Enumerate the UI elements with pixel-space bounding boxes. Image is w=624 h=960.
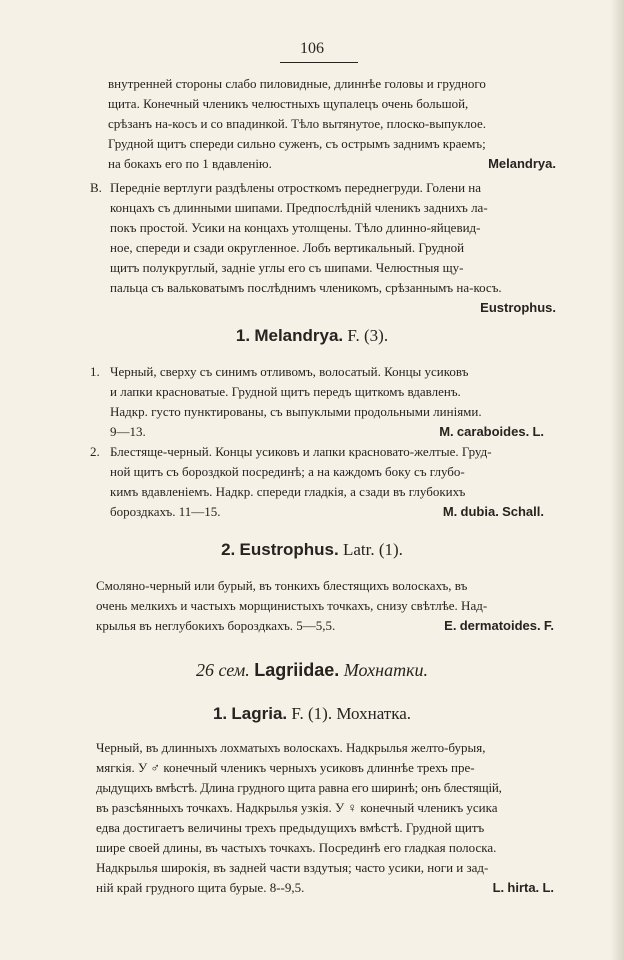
text-line: на бокахъ его по 1 вдавленію. <box>108 156 272 171</box>
species-author: L. <box>532 424 544 439</box>
text-line: бороздкахъ. 11—15. <box>110 504 221 519</box>
genus-name: Melandrya. <box>254 326 344 345</box>
genus-author: F. (1). <box>291 704 333 723</box>
text-line: очень мелкихъ и частыхъ морщинистыхъ точкахъ, снизу свѣтлѣе. Над- <box>96 598 488 613</box>
species-name-hirta <box>493 880 554 896</box>
species-entry-hirta <box>96 740 578 900</box>
species-number: 2. <box>90 444 100 459</box>
text-line: Передніе вертлуги раздѣлены отросткомъ переднегруди. Голени на <box>110 180 482 195</box>
family-number: 26 сем. <box>195 660 250 680</box>
text-line: ній край грудного щита бурые. 8--9,5. <box>96 880 305 895</box>
species-author: F. <box>543 618 554 633</box>
text-line: срѣзанъ на-косъ и со впадинкой. Тѣло вытянутое, плоско-выпуклое. <box>108 116 487 131</box>
genus-key-melandrya: Melandrya. <box>488 156 556 171</box>
text-line: крылья въ неглубокихъ бороздкахъ. 5—5,5. <box>96 618 336 633</box>
text-line: Черный, сверху съ синимъ отливомъ, волосатый. Концы усиковъ <box>110 364 469 379</box>
species-epithet: hirta. <box>507 880 540 895</box>
species-entry-caraboides <box>90 364 578 444</box>
genus-heading-lagria <box>0 704 624 724</box>
text-line: пальца съ вальковатымъ послѣднимъ членикомъ, срѣзаннымъ на-косъ. <box>110 280 502 295</box>
species-genus-abbr: M. <box>442 504 458 519</box>
text-line: щитъ полукруглый, задніе углы его съ шипами. Челюстныя щу- <box>110 260 464 275</box>
text-line: покъ простой. Усики на концахъ утолщены. Тѣло длинно-яйцевид- <box>110 220 481 235</box>
text-line: и лапки красноватые. Грудной щитъ передъ щиткомъ вдавленъ. <box>110 384 461 399</box>
text-line: шире своей длины, въ частыхъ точкахъ. Посрединѣ его гладкая полоска. <box>96 840 497 855</box>
text-line: ное, спереди и сзади округленное. Лобъ вертикальный. Грудной <box>110 240 465 255</box>
text-line: Блестяще-черный. Концы усиковъ и лапки красновато-желтые. Груд- <box>110 444 492 459</box>
genus-number: 2. <box>221 540 236 559</box>
text-line: концахъ съ длинными шипами. Предпослѣдній членикъ заднихъ ла- <box>110 200 488 215</box>
species-author: L. <box>542 880 554 895</box>
genus-author: F. (3). <box>347 326 389 345</box>
text-line: Надкр. густо пунктированы, съ выпуклыми продольными линіями. <box>110 404 482 419</box>
page-number-rule <box>280 62 358 63</box>
text-line: Надкрылья широкія, въ задней части вздутыя; часто усики, ноги и зад- <box>96 860 489 875</box>
genus-name: Eustrophus. <box>239 540 339 559</box>
section-b-marker: B. <box>90 180 102 195</box>
species-name-dubia <box>443 504 544 520</box>
genus-russian-name: Мохнатка. <box>336 704 412 723</box>
text-line: щита. Конечный членикъ челюстныхъ щупалецъ очень большой, <box>108 96 469 111</box>
genus-heading-melandrya <box>0 326 624 346</box>
page-number: 106 <box>300 40 324 57</box>
genus-name: Lagria. <box>231 704 288 723</box>
family-russian-name: Мохнатки. <box>343 660 429 680</box>
species-genus-abbr: E. <box>444 618 457 633</box>
text-line: кимъ вдавленіемъ. Надкр. спереди гладкія, а сзади въ глубокихъ <box>110 484 466 499</box>
text-line: ной щитъ съ бороздкой посрединѣ; а на каждомъ боку съ глубо- <box>110 464 465 479</box>
genus-heading-eustrophus <box>0 540 624 560</box>
species-genus-abbr: L. <box>492 880 505 895</box>
text-line: Грудной щитъ спереди сильно суженъ, съ острымъ заднимъ краемъ; <box>108 136 486 151</box>
text-line: 9—13. <box>110 424 146 439</box>
species-entry-dubia <box>90 444 578 524</box>
page-edge-shadow <box>610 0 624 960</box>
species-epithet: dubia. <box>460 504 499 519</box>
text-line: дыдущихъ вмѣстѣ. Длина грудного щита равна его ширинѣ; онъ блестящій, <box>96 780 502 795</box>
family-heading <box>0 660 624 681</box>
species-entry-dermatoides <box>96 578 578 638</box>
text-line: Черный, въ длинныхъ лохматыхъ волоскахъ. Надкрылья желто-бурыя, <box>96 740 486 755</box>
text-line: внутренней стороны слабо пиловидные, длиннѣе головы и грудного <box>108 76 486 91</box>
genus-number: 1. <box>235 326 251 345</box>
species-number: 1. <box>90 364 100 379</box>
genus-key-eustrophus: Eustrophus. <box>480 300 556 315</box>
genus-author: Latr. (1). <box>342 540 403 559</box>
text-line: мягкія. У ♂ конечный членикъ черныхъ усиковъ длиннѣе трехъ пре- <box>96 760 475 775</box>
species-genus-abbr: M. <box>439 424 454 439</box>
section-a-text <box>108 70 578 170</box>
species-name-caraboides <box>439 424 544 440</box>
section-b-text <box>90 180 578 315</box>
text-line: едва достигаетъ величины трехъ предыдущихъ вмѣстѣ. Грудной щитъ <box>96 820 485 835</box>
text-line: Смоляно-черный или бурый, въ тонкихъ блестящихъ волоскахъ, въ <box>96 578 468 593</box>
species-name-dermatoides <box>444 618 554 634</box>
species-epithet: dermatoides. <box>459 618 541 633</box>
genus-number: 1. <box>212 704 228 723</box>
family-name: Lagriidae. <box>254 660 340 680</box>
species-epithet: caraboides. <box>456 424 530 439</box>
species-author: Schall. <box>502 504 544 519</box>
text-line: въ разсѣянныхъ точкахъ. Надкрылья узкія. У ♀ конечный членикъ усика <box>96 800 498 815</box>
